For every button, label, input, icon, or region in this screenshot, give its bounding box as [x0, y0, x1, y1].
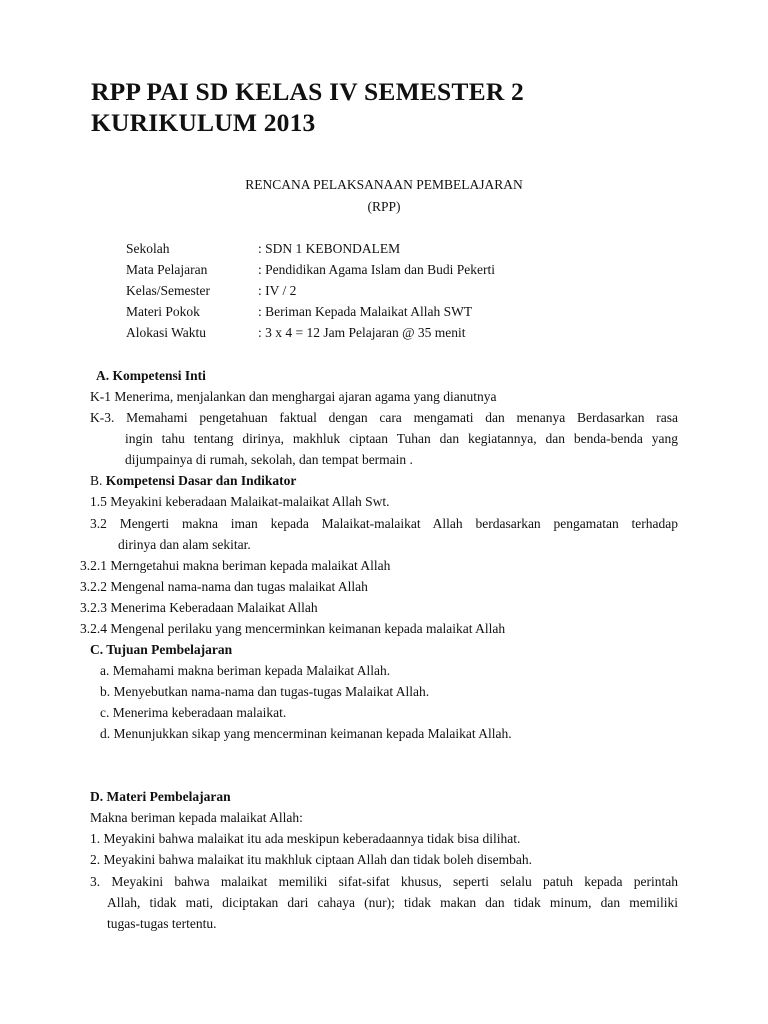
- rpp-subheading: (RPP): [367, 199, 401, 214]
- k1-text: K-1 Menerima, menjalankan dan menghargai ajaran agama yang dianutnya: [90, 389, 497, 404]
- info-value: : IV / 2: [258, 283, 297, 298]
- document-title: [91, 76, 711, 138]
- materi-item-2: 2. Meyakini bahwa malaikat itu makhluk ciptaan Allah dan tidak boleh disembah.: [90, 852, 533, 867]
- kd-3-2-line-2: dirinya dan alam sekitar.: [118, 537, 251, 552]
- indicator-3-2-2: 3.2.2 Mengenal nama-nama dan tugas malaikat Allah: [80, 579, 368, 594]
- materi-intro: Makna beriman kepada malaikat Allah:: [90, 810, 303, 825]
- title-line-2: KURIKULUM 2013: [91, 108, 316, 137]
- info-label: Mata Pelajaran: [126, 262, 208, 277]
- materi-item-3-line-2: Allah, tidak mati, diciptakan dari cahaya (nur); tidak makan dan tidak minum, dan memiliki: [107, 895, 678, 910]
- section-c-heading: C. Tujuan Pembelajaran: [90, 642, 233, 657]
- materi-item-3-line-3: tugas-tugas tertentu.: [107, 916, 217, 931]
- indicator-3-2-1: 3.2.1 Merngetahui makna beriman kepada malaikat Allah: [80, 558, 391, 573]
- rpp-heading: RENCANA PELAKSANAAN PEMBELAJARAN: [245, 177, 523, 192]
- info-label: Kelas/Semester: [126, 283, 210, 298]
- indicator-3-2-4: 3.2.4 Mengenal perilaku yang mencerminkan keimanan kepada malaikat Allah: [80, 621, 506, 636]
- section-a-heading: A. Kompetensi Inti: [96, 368, 206, 383]
- title-line-1: RPP PAI SD KELAS IV SEMESTER 2: [91, 77, 524, 106]
- info-value: : SDN 1 KEBONDALEM: [258, 241, 401, 256]
- section-b-prefix: B.: [90, 473, 106, 488]
- kd-3-2-line-1: 3.2 Mengerti makna iman kepada Malaikat-malaikat Allah berdasarkan pengamatan terhadap: [90, 516, 678, 531]
- k3-line-1: K-3. Memahami pengetahuan faktual dengan cara mengamati dan menanya Berdasarkan rasa: [90, 410, 678, 425]
- objective-item: d. Menunjukkan sikap yang mencerminan keimanan kepada Malaikat Allah.: [100, 726, 512, 741]
- section-b-heading: [90, 472, 296, 489]
- kd-1-5: 1.5 Meyakini keberadaan Malaikat-malaikat Allah Swt.: [90, 494, 390, 509]
- info-value: : 3 x 4 = 12 Jam Pelajaran @ 35 menit: [258, 325, 466, 340]
- indicator-3-2-3: 3.2.3 Menerima Keberadaan Malaikat Allah: [80, 600, 318, 615]
- objective-item: c. Menerima keberadaan malaikat.: [100, 705, 287, 720]
- section-b-title: Kompetensi Dasar dan Indikator: [105, 473, 297, 488]
- objective-item: a. Memahami makna beriman kepada Malaikat Allah.: [100, 663, 391, 678]
- materi-item-1: 1. Meyakini bahwa malaikat itu ada meskipun keberadaannya tidak bisa dilihat.: [90, 831, 521, 846]
- materi-item-3-line-1: 3. Meyakini bahwa malaikat memiliki sifat-sifat khusus, seperti selalu patuh kepada perintah: [90, 874, 678, 889]
- k3-line-3: dijumpainya di rumah, sekolah, dan tempat bermain .: [125, 452, 413, 467]
- info-value: : Beriman Kepada Malaikat Allah SWT: [258, 304, 473, 319]
- objective-item: b. Menyebutkan nama-nama dan tugas-tugas Malaikat Allah.: [100, 684, 430, 699]
- section-d-heading: D. Materi Pembelajaran: [90, 789, 231, 804]
- k3-line-2: ingin tahu tentang dirinya, makhluk ciptaan Tuhan dan kegiatannya, dan benda-benda yang: [125, 431, 678, 446]
- info-value: : Pendidikan Agama Islam dan Budi Pekerti: [258, 262, 495, 277]
- info-label: Materi Pokok: [126, 304, 200, 319]
- info-label: Sekolah: [126, 241, 170, 256]
- info-label: Alokasi Waktu: [126, 325, 207, 340]
